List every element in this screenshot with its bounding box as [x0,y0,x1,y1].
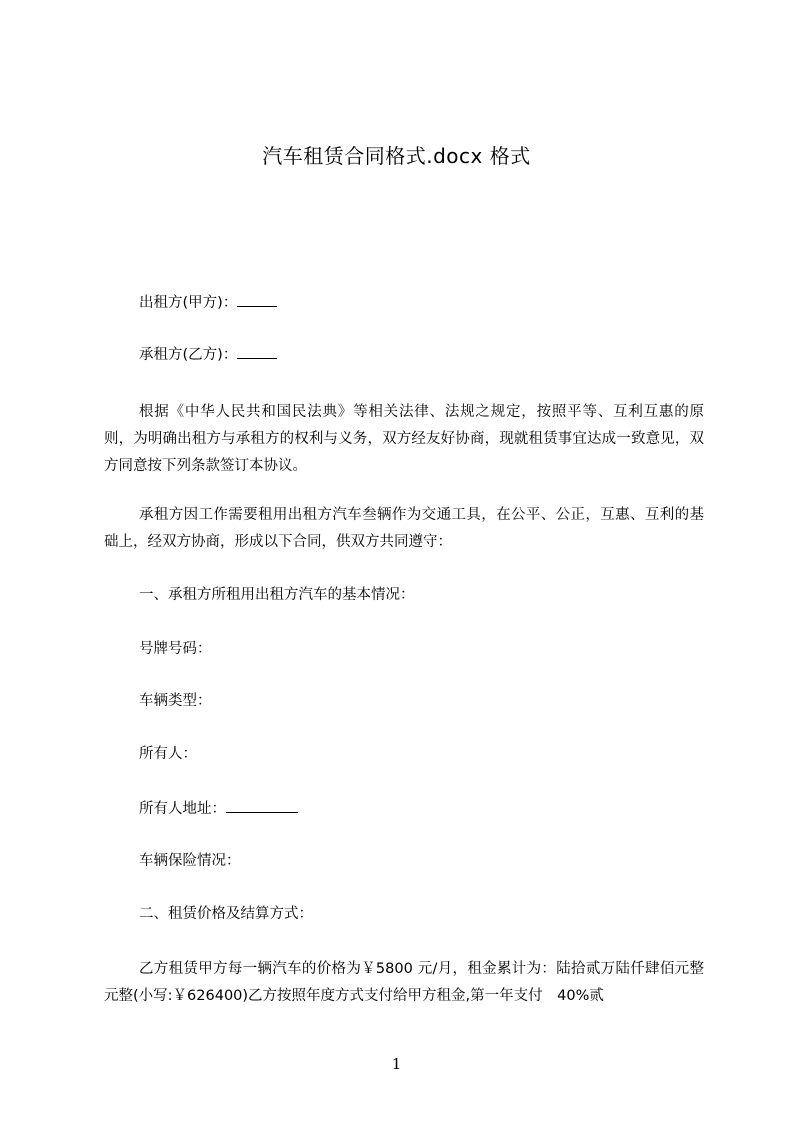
owner-address-label: 所有人地址： [139,801,226,817]
plate-field-label: 号牌号码： [139,641,212,657]
owner-field-label: 所有人： [139,746,197,762]
insurance-field-label: 车辆保险情况： [139,853,241,869]
party-a-blank [237,292,277,307]
section2-heading: 二、租赁价格及结算方式： [139,906,313,922]
section1-heading: 一、承租方所租用出租方汽车的基本情况： [139,587,415,603]
party-b-label: 承租方(乙方)： [139,347,238,363]
party-a-line [139,292,277,313]
owner-address-line [139,798,298,819]
vehicle-type-field-label: 车辆类型： [139,693,212,709]
purpose-paragraph [104,502,704,556]
purpose-text: 承租方因工作需要租用出租方汽车叁辆作为交通工具，在公平、公正，互惠、互利的基础上，经双方协商，形成以下合同，供双方共同遵守： [104,507,704,550]
page-number: 1 [391,1055,402,1073]
intro-text: 根据《中华人民共和国民法典》等相关法律、法规之规定，按照平等、互利互惠的原则，为明确出租方与承租方的权利与义务，双方经友好协商，现就租赁事宜达成一致意见，双方同意按下列条款签订本协议。 [104,404,704,474]
party-a-label: 出租方(甲方)： [139,295,238,311]
pricing-paragraph [104,956,704,1010]
intro-paragraph [104,399,704,480]
pricing-text: 乙方租赁甲方每一辆汽车的价格为￥5800 元/月，租金累计为：陆拾贰万陆仟肆佰元整元整(小写:￥626400)乙方按照年度方式支付给甲方租金,第一年支付 40%贰 [104,961,704,1004]
party-b-line [139,344,277,365]
owner-address-blank [226,798,298,813]
document-title: 汽车租赁合同格式.docx 格式 [262,144,531,168]
party-b-blank [237,344,277,359]
